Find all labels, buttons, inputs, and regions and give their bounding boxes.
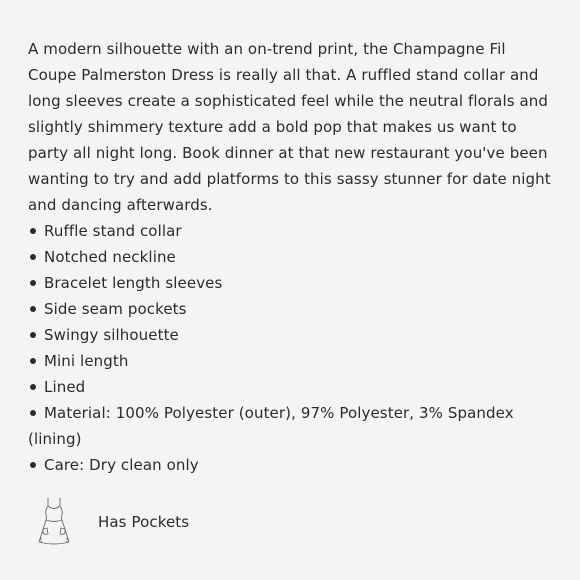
bullet-icon <box>30 306 36 312</box>
dress-with-pockets-icon <box>36 496 72 548</box>
feature-label: Has Pockets <box>98 513 190 531</box>
list-item-text: Bracelet length sleeves <box>44 274 223 292</box>
bullet-icon <box>30 384 36 390</box>
has-pockets-feature <box>36 496 189 548</box>
list-item <box>28 452 552 478</box>
list-item <box>28 218 552 244</box>
bullet-icon <box>30 358 36 364</box>
list-item-text: Side seam pockets <box>44 300 187 318</box>
bullet-icon <box>30 254 36 260</box>
list-item-text: Mini length <box>44 352 129 370</box>
bullet-icon <box>30 462 36 468</box>
list-item <box>28 348 552 374</box>
list-item <box>28 244 552 270</box>
product-description: A modern silhouette with an on-trend print, the Champagne Fil Coupe Palmerston Dress is really all that. A ruffled stand collar and long sleeves create a sophisticated feel while the neutral florals and slightly shimmery texture add a bold pop that makes us want to party all night long. Book dinner at that new restaurant you've been wanting to try and add platforms to this sassy stunner for date night and dancing afterwards. <box>28 40 551 214</box>
list-item-text: Notched neckline <box>44 248 176 266</box>
feature-list <box>28 218 552 478</box>
list-item-text: Ruffle stand collar <box>44 222 182 240</box>
list-item <box>28 270 552 296</box>
bullet-icon <box>30 410 36 416</box>
list-item-text: Material: 100% Polyester (outer), 97% Polyester, 3% Spandex (lining) <box>28 404 514 448</box>
bullet-icon <box>30 228 36 234</box>
list-item-text: Lined <box>44 378 86 396</box>
list-item <box>28 400 552 452</box>
list-item-text: Swingy silhouette <box>44 326 179 344</box>
list-item-text: Care: Dry clean only <box>44 456 199 474</box>
bullet-icon <box>30 332 36 338</box>
list-item <box>28 322 552 348</box>
bullet-icon <box>30 280 36 286</box>
list-item <box>28 296 552 322</box>
list-item <box>28 374 552 400</box>
